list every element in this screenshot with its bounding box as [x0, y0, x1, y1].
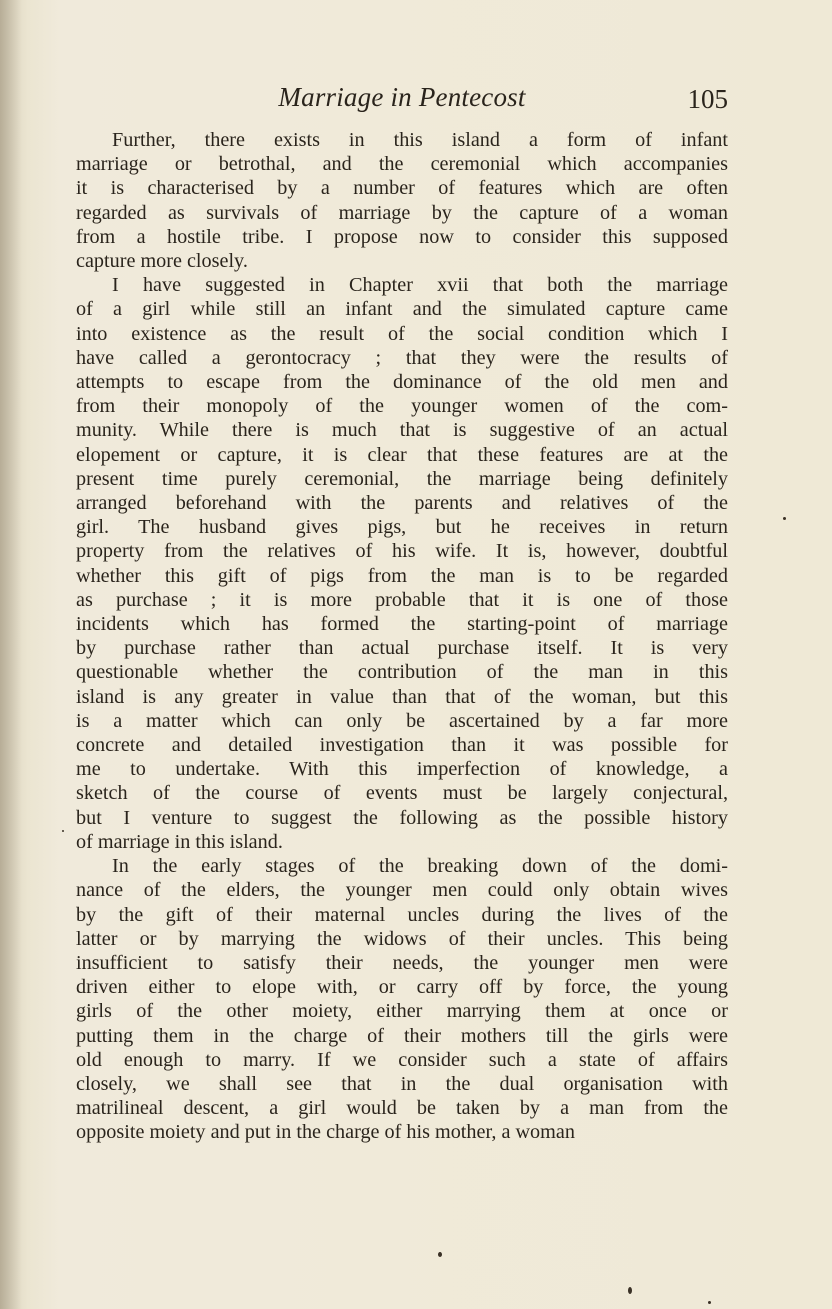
page-number: 105: [687, 84, 728, 114]
text-line: present time purely ceremonial, the marriage being definitely: [76, 467, 728, 490]
text-line: In the early stages of the breaking down of the domi-: [112, 855, 728, 878]
text-line: driven either to elope with, or carry off by force, the young: [76, 976, 728, 999]
text-line: me to undertake. With this imperfection of knowledge, a: [76, 758, 728, 781]
print-speck: [62, 830, 64, 832]
text-line: closely, we shall see that in the dual organisation with: [76, 1072, 728, 1095]
text-line: of marriage in this island.: [76, 830, 283, 853]
text-line: whether this gift of pigs from the man is to be regarded: [76, 564, 728, 587]
running-head: [76, 82, 728, 118]
text-line: matrilineal descent, a girl would be taken by a man from the: [76, 1097, 728, 1120]
text-line: nance of the elders, the younger men could only obtain wives: [76, 879, 728, 902]
paragraph: [76, 128, 728, 273]
print-speck: [438, 1252, 442, 1257]
text-line: it is characterised by a number of features which are often: [76, 177, 728, 200]
text-line: into existence as the result of the social condition which I: [76, 322, 728, 345]
text-line: putting them in the charge of their mothers till the girls were: [76, 1024, 728, 1047]
text-line: I have suggested in Chapter xvii that both the marriage: [112, 274, 728, 297]
paragraph: [76, 273, 728, 854]
print-speck: [783, 517, 786, 520]
text-line: of a girl while still an infant and the simulated capture came: [76, 298, 728, 321]
text-line: capture more closely.: [76, 250, 248, 273]
text-line: opposite moiety and put in the charge of his mother, a woman: [76, 1121, 575, 1144]
text-line: by the gift of their maternal uncles during the lives of the: [76, 903, 728, 926]
text-line: latter or by marrying the widows of their uncles. This being: [76, 927, 728, 950]
text-line: from a hostile tribe. I propose now to consider this supposed: [76, 225, 728, 248]
text-line: incidents which has formed the starting-point of marriage: [76, 613, 728, 636]
text-line: island is any greater in value than that of the woman, but this: [76, 685, 728, 708]
paragraph: [76, 854, 728, 1144]
text-line: property from the relatives of his wife. It is, however, doubtful: [76, 540, 728, 563]
running-title: Marriage in Pentecost: [278, 82, 526, 112]
text-line: attempts to escape from the dominance of the old men and: [76, 371, 728, 394]
binding-shadow: [0, 0, 22, 1309]
text-line: concrete and detailed investigation than it was possible for: [76, 734, 728, 757]
text-line: questionable whether the contribution of the man in this: [76, 661, 728, 684]
text-line: regarded as survivals of marriage by the capture of a woman: [76, 201, 728, 224]
text-line: munity. While there is much that is suggestive of an actual: [76, 419, 728, 442]
text-line: from their monopoly of the younger women of the com-: [76, 395, 728, 418]
body-text: [76, 128, 728, 1145]
text-line: is a matter which can only be ascertained by a far more: [76, 709, 728, 732]
text-line: girls of the other moiety, either marrying them at once or: [76, 1000, 728, 1023]
text-line: arranged beforehand with the parents and relatives of the: [76, 492, 728, 515]
text-line: girl. The husband gives pigs, but he receives in return: [76, 516, 728, 539]
print-speck: [708, 1301, 711, 1304]
print-speck: [628, 1287, 632, 1294]
text-line: sketch of the course of events must be largely conjectural,: [76, 782, 728, 805]
text-line: insufficient to satisfy their needs, the younger men were: [76, 951, 728, 974]
text-line: by purchase rather than actual purchase itself. It is very: [76, 637, 728, 660]
text-line: Further, there exists in this island a form of infant: [112, 129, 728, 151]
text-line: elopement or capture, it is clear that these features are at the: [76, 443, 728, 466]
text-line: old enough to marry. If we consider such a state of affairs: [76, 1048, 728, 1071]
text-line: as purchase ; it is more probable that it is one of those: [76, 588, 728, 611]
text-line: marriage or betrothal, and the ceremonial which accompanies: [76, 153, 728, 176]
text-line: but I venture to suggest the following as the possible history: [76, 806, 728, 829]
text-line: have called a gerontocracy ; that they were the results of: [76, 346, 728, 369]
